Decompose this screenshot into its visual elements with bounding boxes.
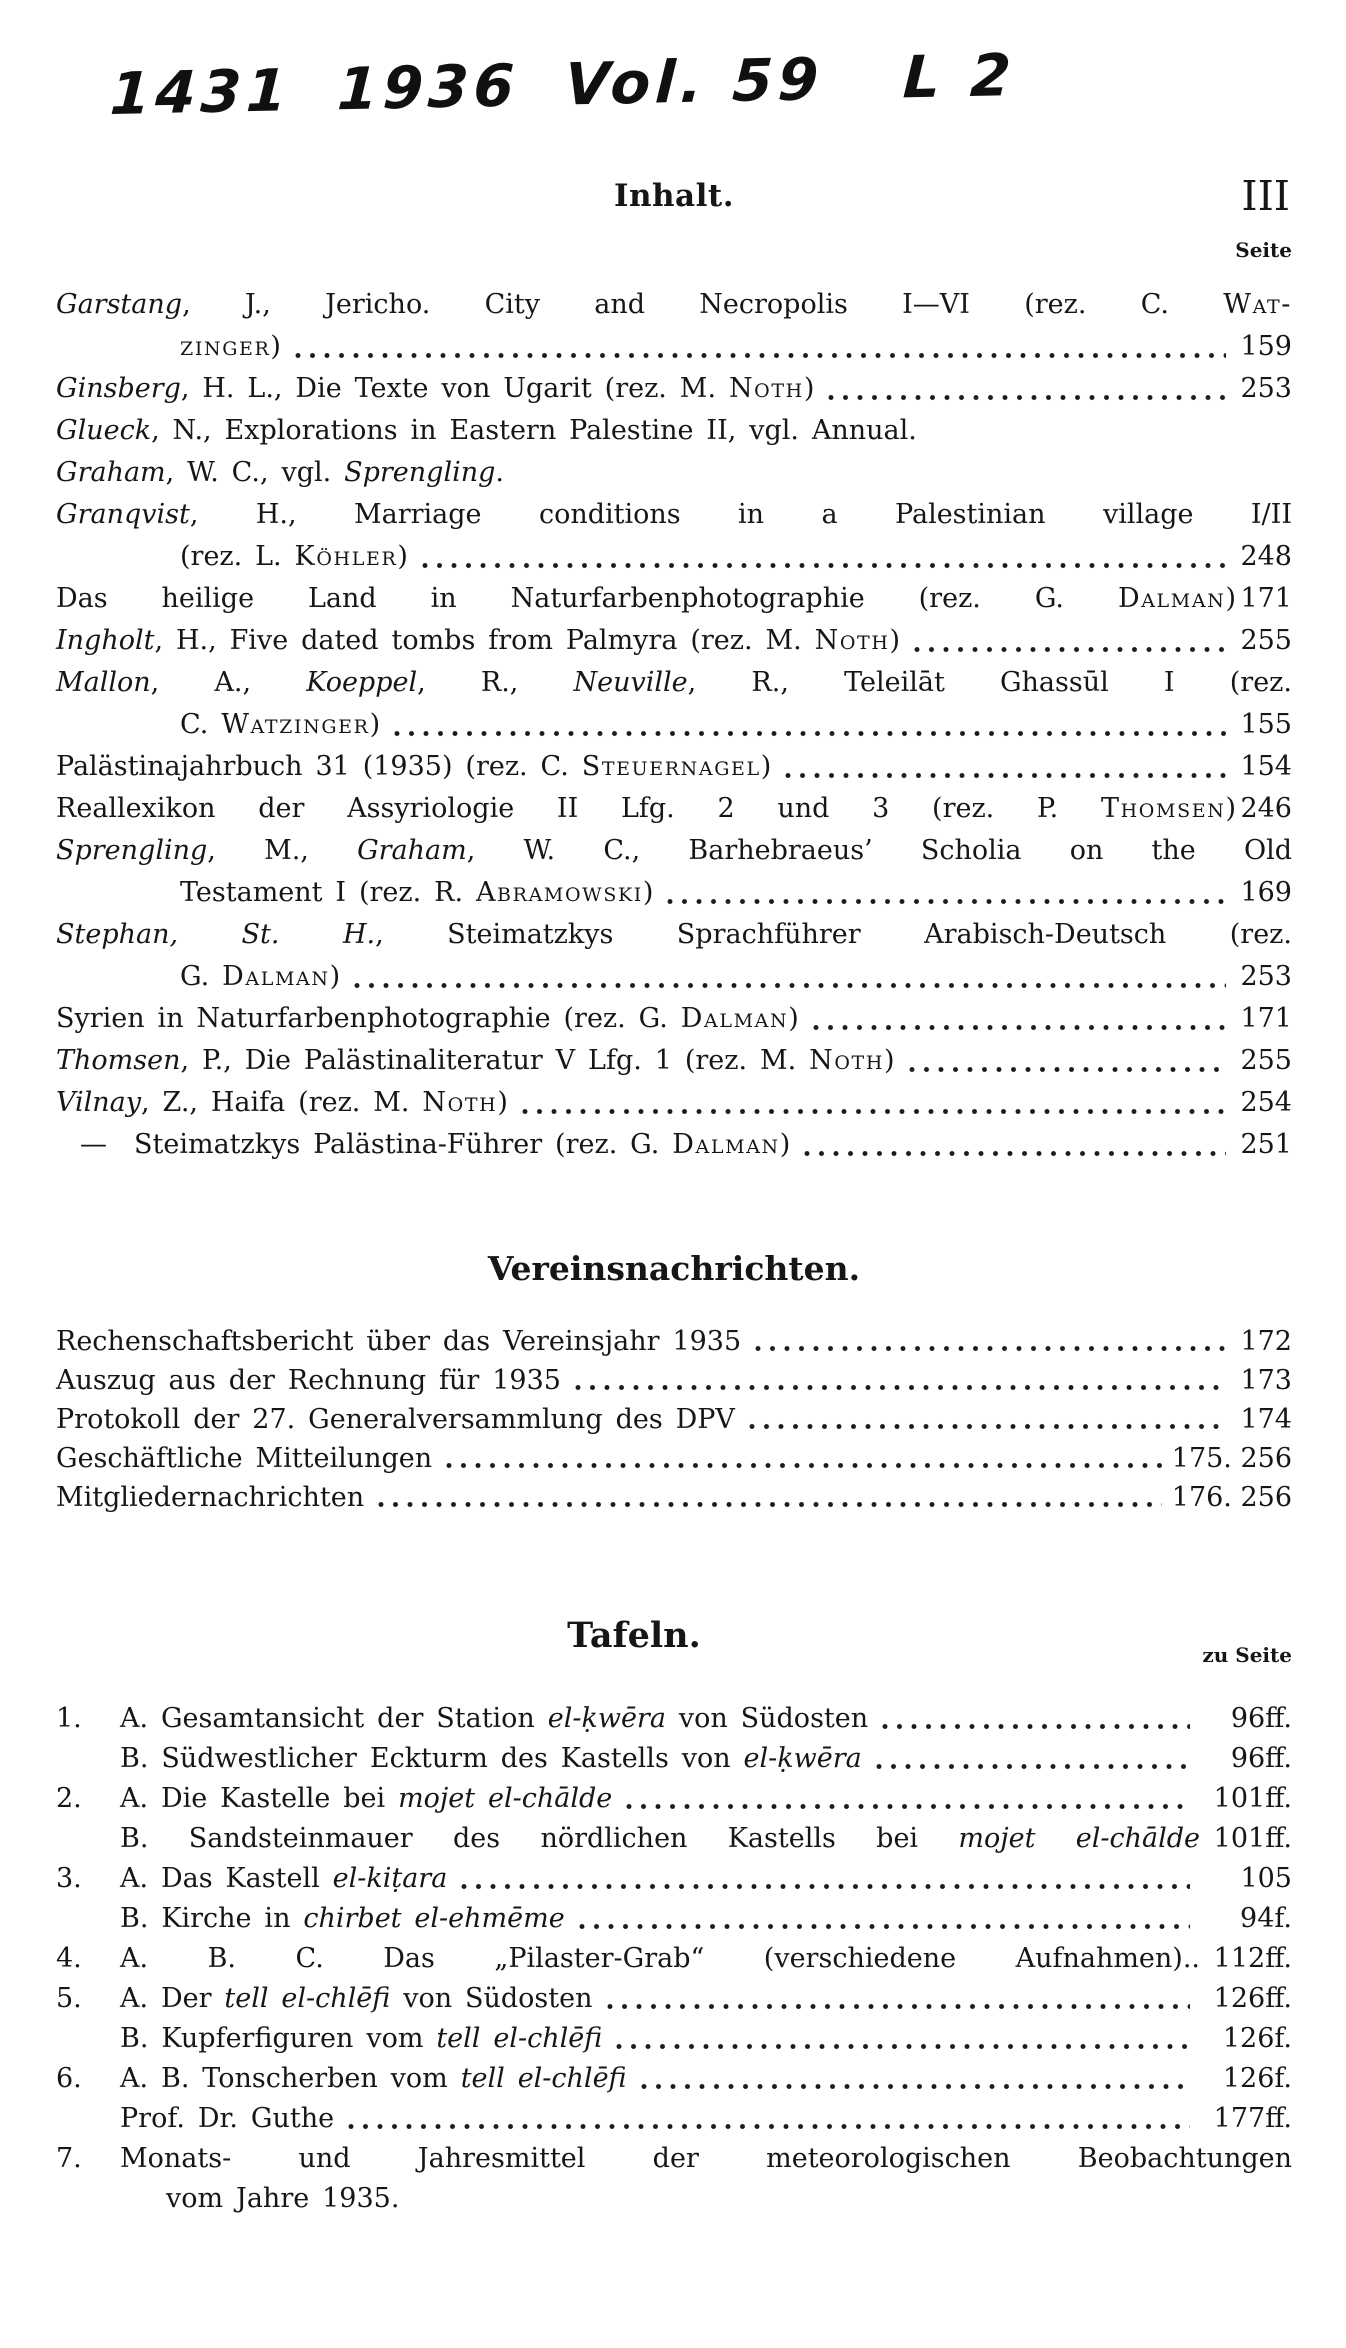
smallcaps-name: Noth [814, 625, 890, 656]
plain-text: ) [1225, 583, 1236, 614]
entry-text [56, 914, 1292, 956]
tafel-number: 2. [56, 1783, 82, 1814]
dot-leader [295, 352, 1226, 359]
page-title: Inhalt. [613, 178, 735, 214]
page-number: 126ff. [1213, 1983, 1292, 2014]
smallcaps-name: Köhler [294, 541, 398, 572]
toc-line [56, 746, 1292, 788]
plain-text: ) [329, 961, 341, 992]
entry-text [120, 1939, 1200, 1979]
plain-text: ) [1225, 793, 1236, 824]
plain-text: von Südosten [665, 1703, 869, 1734]
handwritten-word: Vol. 59 [563, 44, 825, 119]
plain-text: ) [884, 1045, 895, 1076]
verein-line [56, 1400, 1292, 1439]
plain-text: ) [779, 1129, 791, 1160]
entry-text [120, 1699, 868, 1739]
entry-text [56, 1478, 364, 1517]
page-number: 248 [1240, 541, 1292, 572]
toc-line [56, 956, 1292, 998]
entry-text [120, 1899, 565, 1939]
tafel-number: 6. [56, 2063, 82, 2094]
dot-leader [348, 2123, 1190, 2130]
dot-leader [876, 1763, 1190, 1770]
smallcaps-name: Wat- [1223, 289, 1292, 320]
dot-leader [522, 1108, 1226, 1115]
tafel-line [56, 1819, 1292, 1859]
contents-header [56, 172, 1292, 224]
tafel-number: 3. [56, 1863, 82, 1894]
plain-text: , W. C., vgl. [165, 457, 345, 488]
handwritten-word: 1431 [108, 56, 294, 128]
entry-text [56, 494, 1292, 536]
entry-text [120, 2059, 627, 2099]
page-number: 176. 256 [1171, 1482, 1292, 1513]
page-number: 169 [1240, 877, 1292, 908]
plain-text: ) [497, 1087, 508, 1118]
page-number: 173 [1240, 1365, 1292, 1396]
plain-text: Testament I (rez. R. [180, 877, 476, 908]
toc-line [56, 788, 1292, 830]
dot-leader [626, 1803, 1190, 1810]
entry-text [56, 452, 504, 494]
italic-text: tell el-chlēfi [224, 1983, 391, 2014]
toc-line [56, 998, 1292, 1040]
page-number: 255 [1240, 625, 1292, 656]
plain-text: . [495, 457, 504, 488]
entry-text [56, 620, 900, 662]
dot-leader [446, 1462, 1162, 1469]
page-number: 96ff. [1230, 1703, 1292, 1734]
dot-leader [461, 1883, 1190, 1890]
page-number: 175. 256 [1171, 1443, 1292, 1474]
entry-text [120, 1739, 862, 1779]
plain-text: Prof. Dr. Guthe [120, 2103, 335, 2134]
plain-text: , A., [150, 667, 307, 698]
italic-text: Ingholt [56, 625, 155, 656]
plain-text: Monats- und Jahresmittel der meteorologischen Beobachtungen [120, 2143, 1292, 2174]
tafel-line [56, 1859, 1292, 1899]
plain-text: ) [889, 625, 901, 656]
entry-text [56, 1082, 508, 1124]
italic-text: Vilnay [56, 1087, 142, 1118]
toc-line [56, 284, 1292, 326]
dot-leader [785, 772, 1226, 779]
entry-text [120, 2099, 334, 2139]
page-number: 172 [1240, 1326, 1292, 1357]
handwritten-word: 1936 [335, 51, 521, 124]
plain-text: vom Jahre 1935. [166, 2183, 400, 2214]
toc-line [56, 494, 1292, 536]
page-number: 253 [1240, 961, 1292, 992]
italic-text: tell el-chlēfi [436, 2023, 603, 2054]
tafeln-list [56, 1699, 1292, 2219]
page-number: 254 [1240, 1087, 1292, 1118]
italic-text: Glueck [56, 415, 152, 446]
tafel-number: 4. [56, 1943, 82, 1974]
smallcaps-name: Noth [809, 1045, 885, 1076]
italic-text: el-ḳwēra [743, 1743, 862, 1774]
handwritten-word: L 2 [901, 40, 1018, 112]
smallcaps-name: Dalman [1117, 583, 1226, 614]
entry-text [180, 536, 408, 578]
tafel-line [56, 1899, 1292, 1939]
toc-line [56, 830, 1292, 872]
zu-seite-column-label: zu Seite [1202, 1643, 1292, 1667]
entry-text [56, 830, 1292, 872]
smallcaps-name: Noth [728, 373, 804, 404]
plain-text: , R., [417, 667, 574, 698]
entry-text [56, 788, 1236, 830]
dot-leader [378, 1501, 1162, 1508]
italic-text: Neuville [573, 667, 688, 698]
dot-leader [667, 898, 1226, 905]
dot-leader [607, 2003, 1191, 2010]
dot-leader [813, 1024, 1226, 1031]
page-number: 171 [1240, 1003, 1292, 1034]
dot-leader [579, 1923, 1190, 1930]
plain-text: G. [180, 961, 223, 992]
plain-text: Geschäftliche Mitteilungen [56, 1443, 433, 1474]
page-number: 112ff. [1213, 1943, 1292, 1974]
italic-text: chirbet el-ehmēme [303, 1903, 565, 1934]
plain-text: von Südosten [390, 1983, 593, 2014]
smallcaps-name: Noth [422, 1087, 498, 1118]
page-number: 177ff. [1213, 2103, 1292, 2134]
plain-text: ) [788, 1003, 799, 1034]
toc-line [56, 662, 1292, 704]
plain-text: Palästinajahrbuch 31 (1935) (rez. C. [56, 751, 582, 782]
dot-leader [909, 1066, 1226, 1073]
plain-text: ) [270, 331, 281, 362]
italic-text: Sprengling [56, 835, 208, 866]
italic-text: mojet el-chālde [398, 1783, 613, 1814]
toc-line [56, 872, 1292, 914]
tafel-line [56, 1739, 1292, 1779]
page-number: 246 [1240, 793, 1292, 824]
tafel-number: 5. [56, 1983, 82, 2014]
plain-text: A. B. Tonscherben vom [120, 2063, 461, 2094]
toc-line [56, 1040, 1292, 1082]
contents-list [56, 284, 1292, 1166]
tafel-number: 1. [56, 1703, 82, 1734]
italic-text: Sprengling [344, 457, 496, 488]
page-number: 126f. [1222, 2063, 1292, 2094]
plain-text: , M., [207, 835, 358, 866]
italic-text: Koeppel [306, 667, 418, 698]
dot-leader [575, 1384, 1226, 1391]
plain-text: Das heilige Land in Naturfarbenphotographie (rez. G. [56, 583, 1118, 614]
page-number: 101ff. [1213, 1783, 1292, 1814]
plain-text: , Steimatzkys Sprachführer Arabisch-Deutsch (rez. [375, 919, 1292, 950]
entry-text [56, 998, 799, 1040]
dot-leader [616, 2043, 1190, 2050]
entry-text [56, 578, 1236, 620]
plain-text: ) [760, 751, 772, 782]
plain-text: A. Die Kastelle bei [120, 1783, 399, 1814]
page-number: 94f. [1240, 1903, 1292, 1934]
toc-line [56, 704, 1292, 746]
plain-text: , R., Teleilāt Ghassūl I (rez. [687, 667, 1292, 698]
plain-text: ) [803, 373, 815, 404]
italic-text: mojet el-chālde [958, 1823, 1200, 1854]
plain-text: , W. C., Barhebraeus’ Scholia on the Old [466, 835, 1292, 866]
italic-text: Garstang [56, 289, 183, 320]
plain-text: Syrien in Naturfarbenphotographie (rez. G. [56, 1003, 681, 1034]
smallcaps-name: Thomsen [1100, 793, 1226, 824]
page-number: 155 [1240, 709, 1292, 740]
toc-line [56, 914, 1292, 956]
entry-text [120, 2019, 602, 2059]
entry-text [56, 368, 814, 410]
smallcaps-name: Steuernagel [581, 751, 761, 782]
plain-text: ) [369, 709, 381, 740]
entry-text [56, 1400, 735, 1439]
plain-text: , H. L., Die Texte von Ugarit (rez. M. [180, 373, 729, 404]
italic-text: el-kiṭara [332, 1863, 448, 1894]
plain-text: Protokoll der 27. Generalversammlung des DPV [56, 1404, 735, 1435]
tafel-number: 7. [56, 2143, 82, 2174]
entry-text [56, 1322, 741, 1361]
smallcaps-name: Abramowski [475, 877, 643, 908]
toc-line [56, 410, 1292, 452]
page-number: 253 [1240, 373, 1292, 404]
entry-text [56, 1040, 895, 1082]
plain-text: , N., Explorations in Eastern Palestine II, vgl. Annual. [151, 415, 917, 446]
toc-line [56, 326, 1292, 368]
plain-text: C. [180, 709, 222, 740]
toc-line [56, 368, 1292, 410]
vereinsnachrichten-title: Vereinsnachrichten. [487, 1249, 861, 1288]
plain-text: , J., Jericho. City and Necropolis I—VI (rez. C. [182, 289, 1224, 320]
tafel-line [56, 2179, 1292, 2219]
plain-text: Rechenschaftsbericht über das Vereinsjahr 1935 [56, 1326, 742, 1357]
italic-text: tell el-chlēfi [460, 2063, 627, 2094]
entry-text [180, 872, 653, 914]
tafel-line [56, 1979, 1292, 2019]
plain-text: A. B. C. Das „Pilaster-Grab“ (verschiedene Aufnahmen).. [120, 1943, 1200, 1974]
entry-text [80, 1124, 790, 1166]
entry-text [180, 326, 281, 368]
page-number: 105 [1240, 1863, 1292, 1894]
plain-text: B. Sandsteinmauer des nördlichen Kastells bei [120, 1823, 959, 1854]
italic-text: Stephan, St. H. [56, 919, 376, 950]
vereinsnachrichten-list [56, 1322, 1292, 1517]
plain-text: Auszug aus der Rechnung für 1935 [56, 1365, 561, 1396]
verein-line [56, 1439, 1292, 1478]
toc-line [56, 1082, 1292, 1124]
smallcaps-name: Dalman [680, 1003, 789, 1034]
italic-text: Thomsen [56, 1045, 181, 1076]
tafel-line [56, 2139, 1292, 2179]
plain-text: , Z., Haifa (rez. M. [141, 1087, 423, 1118]
page-number: 251 [1240, 1129, 1292, 1160]
plain-text: (rez. L. [180, 541, 295, 572]
page-number: 174 [1240, 1404, 1292, 1435]
italic-text: Ginsberg [56, 373, 181, 404]
tafel-line [56, 1779, 1292, 1819]
tafel-line [56, 2099, 1292, 2139]
page-number: 154 [1240, 751, 1292, 782]
italic-text: Granqvist [56, 499, 190, 530]
entry-text [56, 662, 1292, 704]
handwritten-annotation [108, 21, 1346, 141]
plain-text: B. Südwestlicher Eckturm des Kastells von [120, 1743, 744, 1774]
entry-text [120, 1979, 593, 2019]
entry-text [56, 284, 1292, 326]
dot-leader [882, 1723, 1190, 1730]
plain-text: Mitgliedernachrichten [56, 1482, 365, 1513]
tafel-line [56, 2059, 1292, 2099]
tafel-line [56, 1699, 1292, 1739]
dot-leader [641, 2083, 1190, 2090]
verein-line [56, 1478, 1292, 1517]
tafeln-header [56, 1615, 1292, 1667]
dot-leader [804, 1150, 1226, 1157]
entry-text [56, 1361, 561, 1400]
entry-text [120, 2179, 399, 2219]
entry-text [56, 410, 917, 452]
page-number: 96ff. [1230, 1743, 1292, 1774]
page-content [56, 172, 1292, 2219]
dot-leader [749, 1423, 1226, 1430]
page-number: 101ff. [1213, 1823, 1292, 1854]
dot-leader [828, 394, 1226, 401]
folio-roman-numeral: III [1241, 172, 1290, 220]
smallcaps-name: Watzinger [221, 709, 370, 740]
plain-text: ) [642, 877, 654, 908]
dot-leader [354, 982, 1226, 989]
entry-text [180, 704, 380, 746]
entry-text [120, 1859, 447, 1899]
entry-text [120, 2139, 1292, 2179]
toc-line [56, 1124, 1292, 1166]
plain-text: B. Kupferfiguren vom [120, 2023, 437, 2054]
dot-leader [422, 562, 1226, 569]
plain-text: — Steimatzkys Palästina-Führer (rez. G. [80, 1129, 673, 1160]
dot-leader [394, 730, 1226, 737]
plain-text: B. Kirche in [120, 1903, 304, 1934]
smallcaps-name: zinger [180, 331, 271, 362]
plain-text: , P., Die Palästinaliteratur V Lfg. 1 (rez. M. [180, 1045, 810, 1076]
dot-leader [914, 646, 1226, 653]
page-number: 171 [1240, 583, 1292, 614]
plain-text: Reallexikon der Assyriologie II Lfg. 2 und 3 (rez. P. [56, 793, 1101, 824]
toc-line [56, 578, 1292, 620]
page-number: 159 [1240, 331, 1292, 362]
toc-line [56, 536, 1292, 578]
seite-column-label: Seite [1235, 238, 1292, 262]
plain-text: A. Das Kastell [120, 1863, 333, 1894]
entry-text [120, 1779, 612, 1819]
page-number: 255 [1240, 1045, 1292, 1076]
verein-line [56, 1322, 1292, 1361]
plain-text: A. Der [120, 1983, 225, 2014]
italic-text: Graham [56, 457, 166, 488]
italic-text: el-ḳwēra [547, 1703, 666, 1734]
plain-text: ) [397, 541, 408, 572]
page-number: 126f. [1222, 2023, 1292, 2054]
entry-text [180, 956, 340, 998]
tafeln-title: Tafeln. [567, 1615, 701, 1656]
entry-text [56, 746, 771, 788]
entry-text [120, 1819, 1200, 1859]
toc-line [56, 620, 1292, 662]
smallcaps-name: Dalman [222, 961, 330, 992]
verein-line [56, 1361, 1292, 1400]
toc-line [56, 452, 1292, 494]
dot-leader [755, 1345, 1226, 1352]
italic-text: Graham [357, 835, 467, 866]
smallcaps-name: Dalman [672, 1129, 780, 1160]
plain-text: , H., Five dated tombs from Palmyra (rez. M. [154, 625, 815, 656]
tafel-line [56, 1939, 1292, 1979]
plain-text: A. Gesamtansicht der Station [120, 1703, 548, 1734]
tafel-line [56, 2019, 1292, 2059]
plain-text: , H., Marriage conditions in a Palestinian village I/II [189, 499, 1292, 530]
italic-text: Mallon [56, 667, 151, 698]
entry-text [56, 1439, 432, 1478]
